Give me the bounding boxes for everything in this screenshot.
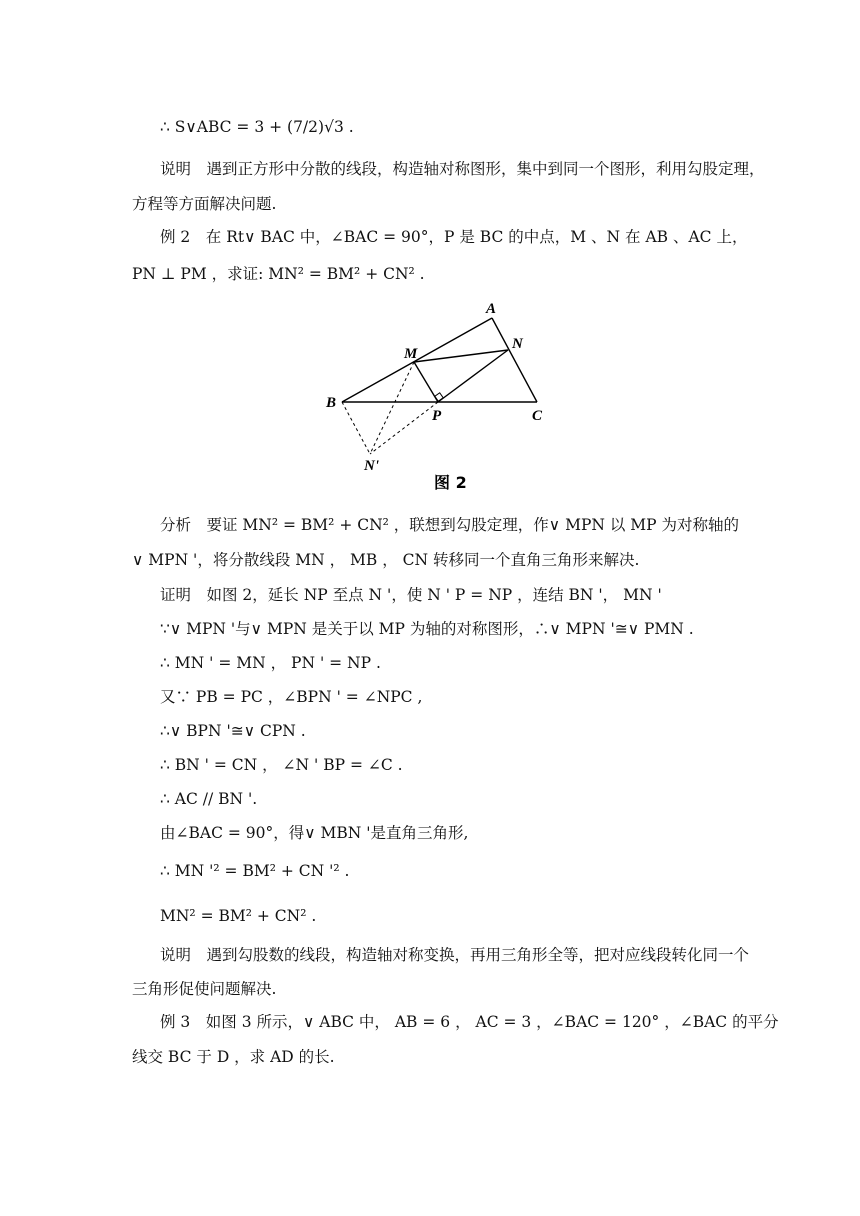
figure-caption: 图 2 [434, 473, 467, 492]
paragraph-line: 线交 BC 于 D ，求 AD 的长. [132, 1048, 335, 1066]
proof-line: ∴ AC // BN '. [160, 790, 258, 808]
paragraph-line: 说明 遇到正方形中分散的线段，构造轴对称图形，集中到同一个图形，利用勾股定理， [160, 160, 765, 178]
paragraph-line: PN ⊥ PM ，求证: MN² = BM² + CN² . [132, 265, 425, 283]
segment-AC [492, 318, 537, 402]
geometry-diagram [322, 298, 562, 498]
label-B: B [326, 395, 337, 411]
paragraph-line: 方程等方面解决问题. [132, 195, 277, 213]
segment-MNprime [370, 362, 414, 454]
label-P: P [432, 408, 442, 424]
figure-2 [322, 298, 562, 498]
example-2-statement: 例 2 在 Rt∨ BAC 中，∠BAC = 90°，P 是 BC 的中点，M 、N 在 AB 、AC 上， [160, 228, 748, 246]
paragraph-line: ∨ MPN '，将分散线段 MN ， MB ， CN 转移同一个直角三角形来解决. [132, 551, 640, 569]
analysis-line: 分析 要证 MN² = BM² + CN² ，联想到勾股定理，作∨ MPN 以 MP 为对称轴的 [160, 516, 740, 534]
example-3-statement: 例 3 如图 3 所示，∨ ABC 中， AB = 6 ， AC = 3 ，∠BAC = 120° ，∠BAC 的平分 [160, 1013, 779, 1031]
proof-line: ∴ MN ' = MN ， PN ' = NP . [160, 654, 381, 672]
proof-line: 由∠BAC = 90°，得∨ MBN '是直角三角形, [160, 824, 469, 842]
proof-line: MN² = BM² + CN² . [160, 907, 317, 925]
segment-PNprime [370, 402, 438, 454]
proof-line: ∵∨ MPN '与∨ MPN 是关于以 MP 为轴的对称图形，∴∨ MPN '≅∨ PMN . [160, 620, 694, 638]
proof-line: 又∵ PB = PC ，∠BPN ' = ∠NPC , [160, 688, 423, 706]
proof-line: 证明 如图 2，延长 NP 至点 N '，使 N ' P = NP ，连结 BN '， MN ' [160, 586, 662, 604]
proof-line: ∴ MN '² = BM² + CN '² . [160, 862, 350, 880]
paragraph-line: 三角形促使问题解决. [132, 980, 277, 998]
label-M: M [404, 346, 418, 362]
label-Nprime: N' [364, 458, 379, 474]
proof-line: ∴ BN ' = CN ， ∠N ' BP = ∠C . [160, 756, 403, 774]
segment-BNprime [342, 402, 370, 454]
label-A: A [486, 301, 497, 317]
label-C: C [532, 408, 543, 424]
paragraph-line: 说明 遇到勾股数的线段，构造轴对称变换，再用三角形全等，把对应线段转化同一个 [160, 946, 750, 964]
equation-area: ∴ S∨ABC = 3 + (7/2)√3 . [160, 118, 354, 136]
proof-line: ∴∨ BPN '≅∨ CPN . [160, 722, 306, 740]
label-N: N [512, 336, 523, 352]
